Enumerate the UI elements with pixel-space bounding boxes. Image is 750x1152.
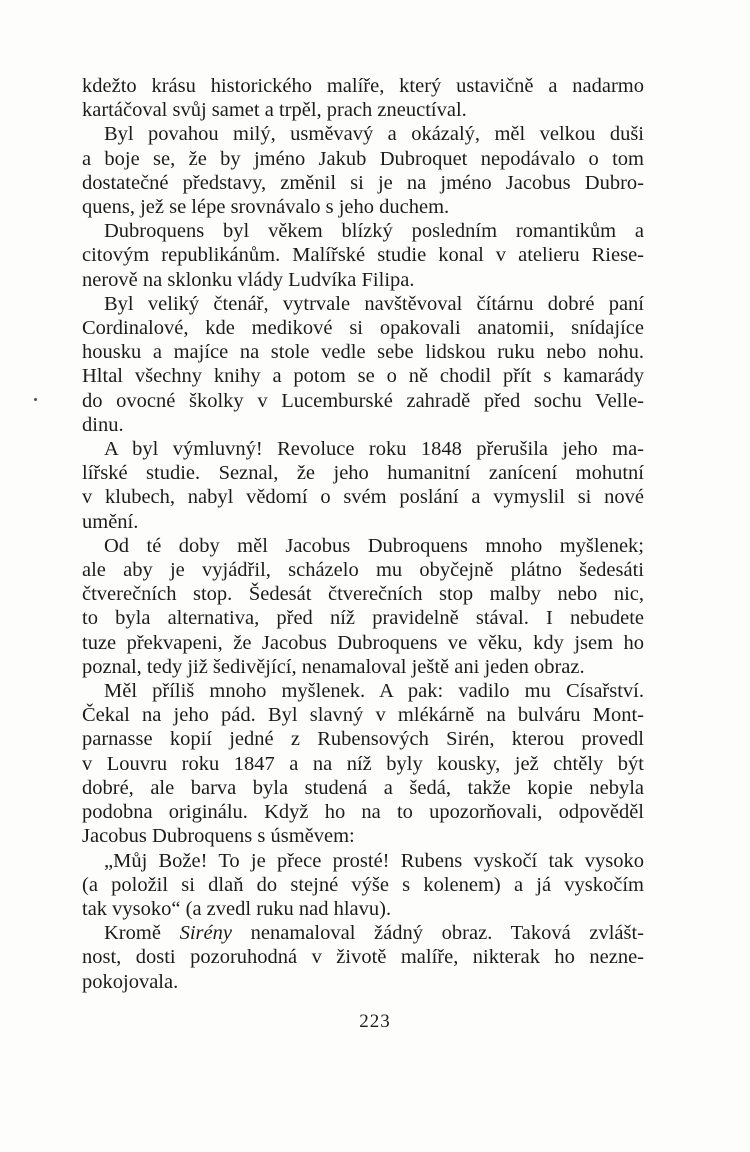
text-line: to byla alternativa, před níž pravidelně stával. I nebudete	[82, 607, 644, 630]
text-line: čtverečních stop. Šedesát čtverečních stop malby nebo nic,	[82, 583, 644, 606]
text-line: dostatečné představy, změnil si je na jméno Jacobus Dubro-	[82, 171, 644, 194]
text-line: „Můj Bože! To je přece prosté! Rubens vyskočí tak vysoko	[104, 849, 644, 872]
text-line: Kromě Sirény nenamaloval žádný obraz. Taková zvlášt-	[104, 922, 644, 945]
text-line: poznal, tedy již šedivějící, nenamaloval ještě ani jeden obraz.	[82, 655, 585, 678]
text-line: pokojovala.	[82, 970, 179, 993]
text-line: podobna originálu. Když ho na to upozorňovali, odpověděl	[82, 801, 644, 824]
text-line: Byl veliký čtenář, vytrvale navštěvoval čítárnu dobré paní	[104, 292, 644, 315]
text-line: kdežto krásu historického malíře, který ustavičně a nadarmo	[82, 75, 644, 97]
text-line: tuze překvapeni, že Jacobus Dubroquens ve věku, kdy jsem ho	[82, 631, 644, 654]
italic-title: Sirény	[179, 922, 232, 945]
page-body-text	[82, 74, 644, 994]
text-line: v Louvru roku 1847 a na níž byly kousky, jež chtěly být	[82, 752, 644, 775]
text-line: tak vysoko“ (a zvedl ruku nad hlavu).	[82, 897, 392, 920]
text-line: dinu.	[82, 413, 124, 436]
text-line: Od té doby měl Jacobus Dubroquens mnoho myšlenek;	[104, 534, 644, 557]
text-line: Dubroquens byl věkem blízký posledním romantikům a	[104, 220, 644, 243]
text-line: a boje se, že by jméno Jakub Dubroquet nepodávalo o tom	[82, 147, 644, 170]
text-line: Hltal všechny knihy a potom se o ně chodil přít s kamarády	[82, 365, 644, 388]
text-line: (a položil si dlaň do stejné výše s kolenem) a já vyskočím	[82, 873, 644, 896]
text-line: dobré, ale barva byla studená a šedá, takže kopie nebyla	[82, 776, 644, 799]
text-line: Cordinalové, kde medikové si opakovali anatomii, snídajíce	[82, 317, 644, 340]
text-line: umění.	[82, 510, 139, 533]
text-line: ale aby je vyjádřil, scházelo mu obyčejně plátno šedesáti	[82, 559, 644, 582]
text-line: kartáčoval svůj samet a trpěl, prach zneuctíval.	[82, 99, 467, 122]
text-line: do ovocné školky v Lucemburské zahradě před sochu Velle-	[82, 389, 644, 412]
text-line: nerově na sklonku vlády Ludvíka Filipa.	[82, 268, 415, 291]
text-line: housku a majíce na stole vedle sebe lidskou ruku nebo nohu.	[82, 341, 644, 364]
text-line: v klubech, nabyl vědomí o svém poslání a vymyslil si nové	[82, 486, 644, 509]
text-line: quens, jež se lépe srovnávalo s jeho duchem.	[82, 196, 450, 219]
margin-speck	[34, 398, 37, 401]
text-line: nost, dosti pozoruhodná v životě malíře, nikterak ho nezne-	[82, 946, 644, 969]
text-line: citovým republikánům. Malířské studie konal v atelieru Riese-	[82, 244, 644, 267]
text-line: Měl příliš mnoho myšlenek. A pak: vadilo mu Císařství.	[104, 680, 644, 703]
text-line: lířské studie. Seznal, že jeho humanitní zanícení mohutní	[82, 462, 644, 485]
text-line: Jacobus Dubroquens s úsměvem:	[82, 825, 355, 848]
text-line: A byl výmluvný! Revoluce roku 1848 přerušila jeho ma-	[104, 438, 644, 461]
text-line: parnasse kopií jedné z Rubensových Sirén, kterou provedl	[82, 728, 644, 751]
page-number: 223	[359, 1011, 391, 1032]
text-line: Čekal na jeho pád. Byl slavný v mlékárně na bulváru Mont-	[82, 704, 644, 727]
text-line: Byl povahou milý, usměvavý a okázalý, měl velkou duši	[104, 123, 644, 146]
